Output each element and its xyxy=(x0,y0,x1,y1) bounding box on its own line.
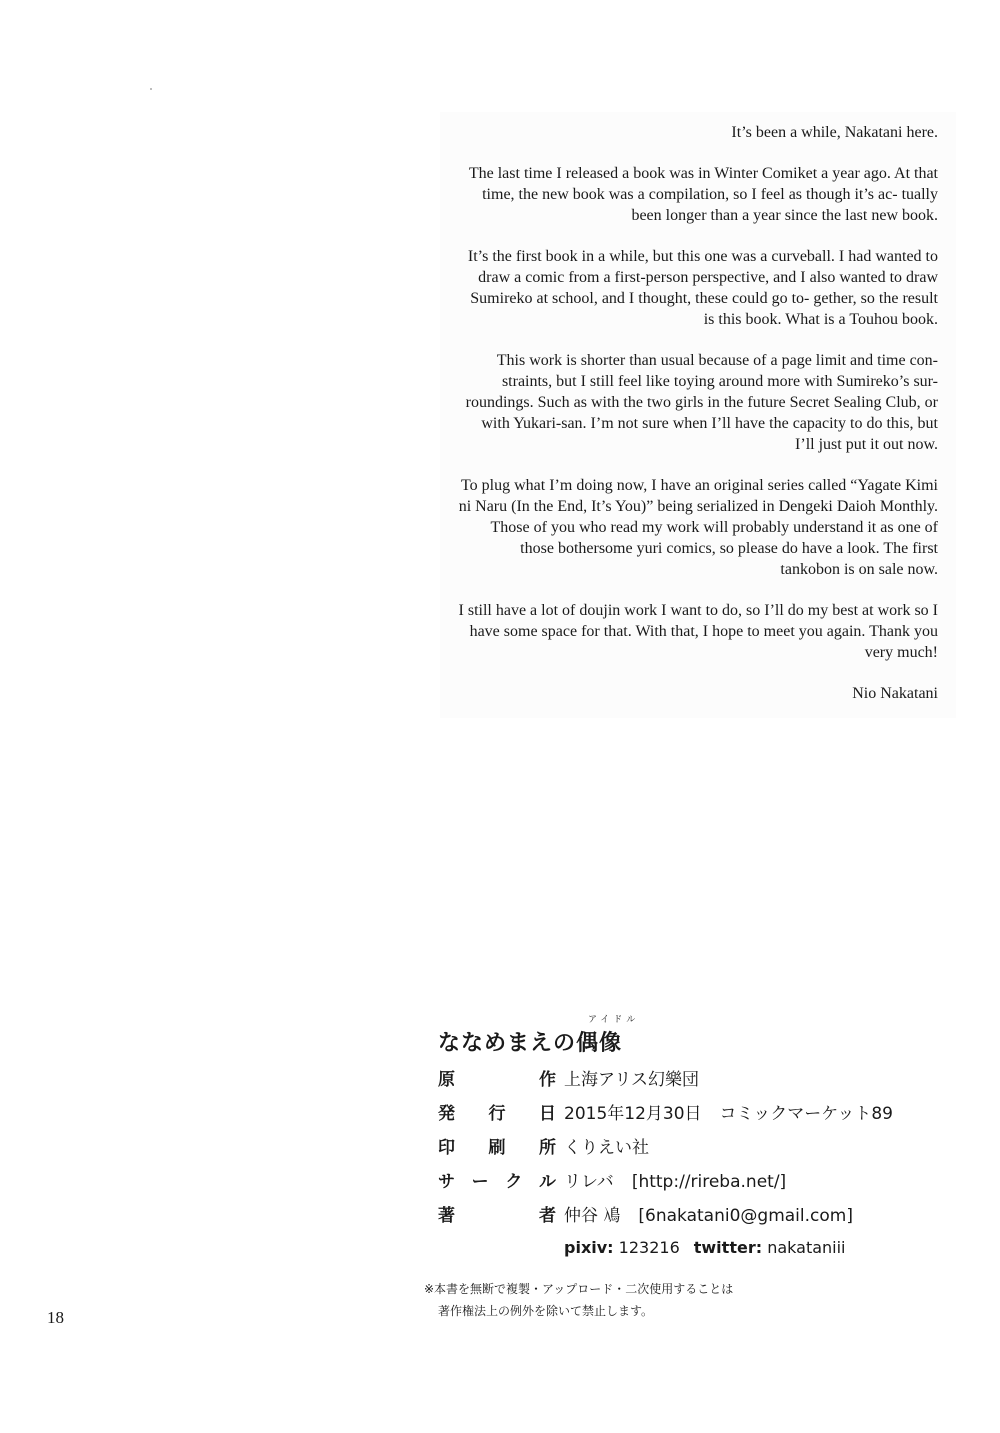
afterword-paragraph: It’s the first book in a while, but this one was a curveball. I had wanted to draw a comic from a first-person perspective, and I also wanted to draw Sumireko at school, and I thought, these could go to- gether, so the result is this book. What is a Touhou book. xyxy=(467,248,938,328)
label-char: 作 xyxy=(539,1069,556,1090)
label-char: 行 xyxy=(488,1103,506,1124)
row-value: 上海アリス幻樂団 xyxy=(564,1069,699,1090)
colophon-row-printer xyxy=(438,1128,978,1162)
row-value: くりえい社 xyxy=(564,1137,649,1158)
row-label xyxy=(438,1201,560,1226)
label-char: ル xyxy=(538,1171,556,1192)
afterword-paragraph: I still have a lot of doujin work I want to do, so I’ll do my best at work so I have some space for that. With that, I hope to meet you again. Thank you very much! xyxy=(458,602,938,661)
book-title: ななめまえの偶像 xyxy=(438,1031,623,1056)
label-char: ー xyxy=(471,1171,489,1192)
label-char: 者 xyxy=(539,1205,556,1226)
label-char: 印 xyxy=(438,1137,455,1158)
author-email: [6nakatani0@gmail.com] xyxy=(638,1205,853,1226)
scan-speck xyxy=(150,88,152,90)
afterword-signature: Nio Nakatani xyxy=(852,685,938,702)
row-label xyxy=(438,1167,560,1192)
label-char: 日 xyxy=(539,1103,556,1124)
colophon-title-area xyxy=(438,1012,978,1060)
pixiv-id: 123216 xyxy=(618,1237,680,1257)
twitter-handle: nakataniii xyxy=(767,1237,846,1257)
afterword-paragraph: The last time I released a book was in Winter Comiket a year ago. At that time, the new book was a compilation, so I feel as though it’s ac- tually been longer than a year since the last new book. xyxy=(468,165,938,224)
pixiv-label: pixiv: xyxy=(564,1237,614,1257)
afterword-paragraph: This work is shorter than usual because of a page limit and time con- straints, but I still feel like toying around more with Sumireko’s sur- roundings. Such as with the two girls in the future Secret Sealing Club, or with Yukari-san. I’m not sure when I’ll have the capacity to do this, but I’ll just put it out now. xyxy=(465,352,938,453)
row-value: リレバ [http://rireba.net/] xyxy=(564,1171,787,1192)
afterword-block xyxy=(440,112,956,718)
label-char: 刷 xyxy=(488,1137,506,1158)
notice-line: ※本書を無断で複製・アップロード・二次使用することは xyxy=(424,1282,734,1296)
label-char: 所 xyxy=(539,1137,556,1158)
afterword-greeting: It’s been a while, Nakatani here. xyxy=(731,124,938,141)
row-label xyxy=(438,1099,560,1124)
title-ruby: アイドル xyxy=(588,1015,640,1025)
notice-line: 著作権法上の例外を除いて禁止します。 xyxy=(438,1304,654,1318)
copyright-notice xyxy=(424,1278,978,1322)
label-char: 著 xyxy=(438,1205,455,1226)
afterword-paragraph: To plug what I’m doing now, I have an original series called “Yagate Kimi ni Naru (In the End, It’s You)” being serialized in Dengeki Daioh Monthly. Those of you who read my work will probably understand it as one of those bothersome yuri comics, so please do have a look. The first tankobon is on sale now. xyxy=(458,477,938,578)
row-label xyxy=(438,1065,560,1090)
page-number: 18 xyxy=(47,1308,64,1327)
circle-url: [http://rireba.net/] xyxy=(631,1171,787,1192)
row-value: 仲谷 鳰 [6nakatani0@gmail.com] xyxy=(564,1205,853,1226)
colophon xyxy=(424,1012,978,1322)
label-char: 原 xyxy=(438,1069,455,1090)
row-label xyxy=(438,1133,560,1158)
twitter-label: twitter: xyxy=(693,1237,763,1257)
colophon-row-original-work xyxy=(438,1060,978,1094)
row-value: 2015年12月30日 コミックマーケット89 xyxy=(564,1103,893,1124)
colophon-row-author xyxy=(438,1196,978,1230)
label-char: 発 xyxy=(438,1103,455,1124)
social-handles xyxy=(438,1230,978,1264)
colophon-row-circle xyxy=(438,1162,978,1196)
label-char: サ xyxy=(438,1171,455,1192)
label-char: ク xyxy=(505,1171,523,1192)
colophon-row-publish-date xyxy=(438,1094,978,1128)
